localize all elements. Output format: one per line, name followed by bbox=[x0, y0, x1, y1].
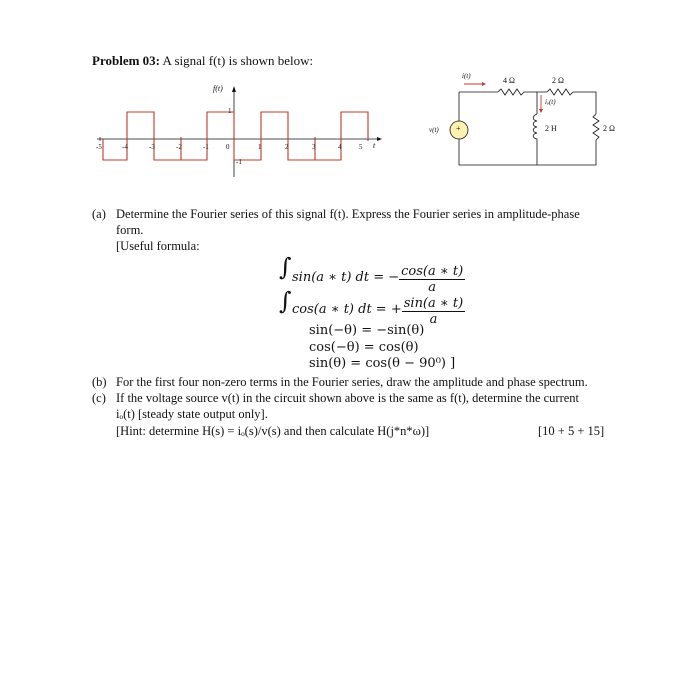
wire-top-right bbox=[573, 92, 596, 114]
x-tick-label: 3 bbox=[312, 143, 316, 151]
current-arrow-io-head bbox=[539, 109, 543, 113]
formula-1-lhs: sin(a ∗ t) dt = − bbox=[292, 270, 400, 285]
io-label: iₒ(t) bbox=[545, 98, 556, 106]
signal-waveform-right bbox=[234, 112, 368, 160]
x-tick-label: 5 bbox=[359, 143, 363, 151]
part-c-text-line1: If the voltage source v(t) in the circuit shown above is the same as f(t), determine the current bbox=[116, 391, 580, 405]
part-c-hint: [Hint: determine H(s) = iₒ(s)/v(s) and then calculate H(j*n*ω)] bbox=[116, 424, 430, 438]
current-label-i: i(t) bbox=[462, 72, 471, 80]
y-tick-positive: 1 bbox=[228, 107, 232, 115]
r3-label: 2 Ω bbox=[603, 124, 615, 133]
part-a-marker: (a) bbox=[92, 207, 106, 221]
signal-plot bbox=[95, 82, 385, 182]
signal-waveform-center bbox=[207, 112, 234, 139]
x-tick-label: -3 bbox=[149, 143, 155, 151]
integral-symbol-2: ∫ bbox=[279, 287, 292, 315]
formula-2-den: a bbox=[402, 311, 465, 327]
x-tick-label: -1 bbox=[203, 143, 209, 151]
y-axis-label: f(t) bbox=[213, 84, 223, 93]
part-c-text-line2: iₒ(t) [steady state output only]. bbox=[116, 407, 268, 421]
marks-allocation: [10 + 5 + 15] bbox=[538, 424, 605, 438]
formula-5: sin(θ) = cos(θ − 90⁰) ] bbox=[309, 356, 456, 371]
formula-2-lhs: cos(a ∗ t) dt = + bbox=[292, 302, 402, 317]
problem-heading bbox=[92, 53, 313, 69]
inductor-label: 2 H bbox=[545, 124, 557, 133]
r1-label: 4 Ω bbox=[503, 76, 515, 85]
inductor-2H bbox=[533, 114, 537, 142]
x-axis-label: t bbox=[373, 141, 376, 150]
x-tick-label: 2 bbox=[285, 143, 289, 151]
part-b-marker: (b) bbox=[92, 375, 107, 389]
r2-label: 2 Ω bbox=[552, 76, 564, 85]
formula-1-den: a bbox=[399, 279, 465, 295]
x-tick-label: 0 bbox=[226, 143, 230, 151]
useful-formula-label: [Useful formula: bbox=[116, 239, 200, 253]
x-tick-label: 4 bbox=[338, 143, 342, 151]
part-a-text-line1: Determine the Fourier series of this signal f(t). Express the Fourier series in amplitude-phase bbox=[116, 207, 580, 221]
resistor-2-ohm-top bbox=[547, 89, 573, 95]
formula-2-num: sin(a ∗ t) bbox=[403, 296, 464, 311]
part-c-marker: (c) bbox=[92, 391, 106, 405]
formula-1 bbox=[292, 264, 465, 295]
source-label: v(t) bbox=[429, 126, 439, 134]
signal-waveform-left bbox=[103, 112, 207, 160]
y-axis-arrow bbox=[232, 86, 236, 92]
circuit-diagram bbox=[440, 80, 620, 170]
x-axis-arrow bbox=[377, 137, 382, 141]
x-tick-label: -5 bbox=[96, 143, 102, 151]
x-tick-label: -4 bbox=[122, 143, 128, 151]
current-arrow-i-head bbox=[482, 82, 486, 86]
source-plus-sign: + bbox=[456, 124, 461, 133]
formula-1-num: cos(a ∗ t) bbox=[401, 264, 464, 279]
part-a-text-line2: form. bbox=[116, 223, 144, 237]
formula-3: sin(−θ) = −sin(θ) bbox=[309, 323, 425, 338]
problem-title: Problem 03: bbox=[92, 53, 160, 68]
x-tick-label: 1 bbox=[258, 143, 262, 151]
wire-bottom bbox=[459, 139, 596, 165]
problem-intro: A signal f(t) is shown below: bbox=[162, 53, 314, 68]
resistor-4-ohm bbox=[498, 89, 526, 95]
part-b-text: For the first four non-zero terms in the Fourier series, draw the amplitude and phase spectrum. bbox=[116, 375, 588, 389]
y-tick-negative: -1 bbox=[236, 158, 242, 166]
formula-4: cos(−θ) = cos(θ) bbox=[309, 340, 419, 355]
resistor-2-ohm-right bbox=[593, 114, 599, 144]
integral-symbol-1: ∫ bbox=[279, 253, 292, 281]
x-tick-label: -2 bbox=[176, 143, 182, 151]
formula-1-fraction bbox=[399, 264, 465, 295]
